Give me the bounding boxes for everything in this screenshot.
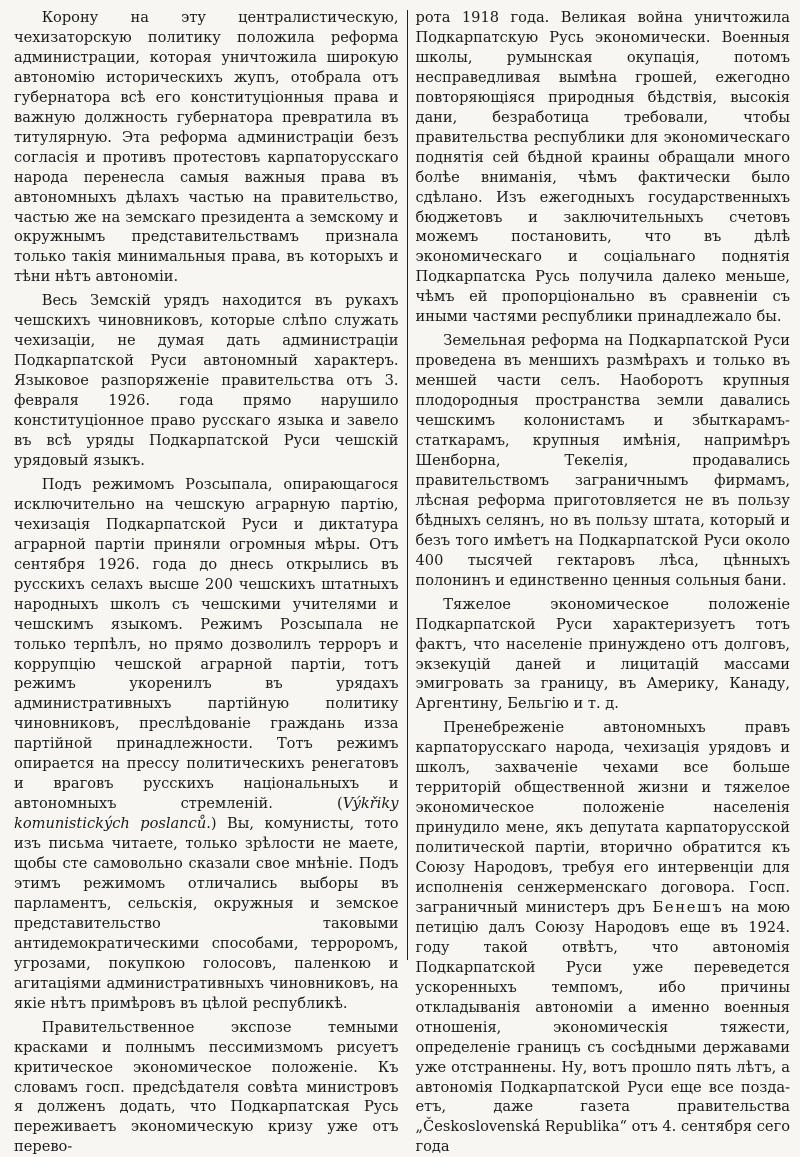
paragraph-text: Корону на эту централистическую, чехизаторскую политику положила реформа администрации, которая уничтожила широкую автономію историческихъ жупъ, отобрала отъ губернатора всѣ его конституціонныя права и важную должность губернатора превратила въ титулярную. Эта реформа администраціи безъ согласія и противъ протестовъ карпаторусскаго народа перенесла самыя важныя права въ автономныхъ дѣлахъ частью на правительство, частью же на земскаго президента а земскому и окружнымъ представительствамъ признала только такія минимальныя права, въ которыхъ и тѣни нѣтъ автономіи. [14,9,399,286]
paragraph-text: Правительственное экспозе темными красками и полнымъ пессимизмомъ рисуетъ критическое экономическое положеніе. Къ словамъ госп. предсѣдателя совѣта министровъ я долженъ додать, что Подкарпатская Русь переживаетъ экономическую кризу уже отъ перево- [14,1018,399,1156]
left-column [14,8,407,1156]
paragraph-text: на мою петицію далъ Союзу Народовъ еще въ 1924. году такой отвѣтъ, что автономія Подкарпатской Руси уже переведется ускоренныхъ темпомъ, ибо причины откладыванія автономіи а именно военныя отношенія, экономическія тяжести, определеніе границъ съ сосѣдными державами уже отстраннены. Ну, вотъ прошло пять лѣтъ, а автономія Подкарпатской Руси еще все поздаетъ, даже газета правительства „Československá Republika“ отъ 4. сентября сего года [415,898,790,1156]
paragraph-text: рота 1918 года. Великая война уничтожила Подкарпатскую Русь экономически. Военныя школы, румынская окупація, потомъ несправедливая вымѣна грошей, ежегодно повторяющіяся природныя бѣдствія, высокія дани, безработица требовали, чтобы правительства республики для экономическаго поднятія сей бѣдной краины обращали много болѣе вниманія, чѣмъ фактически было сдѣлано. Изъ ежегодныхъ государственныхъ бюджетовъ и заключительныхъ счетовъ можемъ постановить, что въ дѣлѣ экономическаго и соціальнаго поднятія Подкарпатска Русь получила далеко меньше, чѣмъ ей пропорціонально въ сравненіи съ иными частями республики принадлежало бы. [415,9,790,326]
paragraph-text: Подъ режимомъ Розсыпала, опирающагося исключительно на чешскую аграрную партію, чехизація Подкарпатской Руси и диктатура аграрной партіи приняли огромныя мѣры. Отъ сентября 1926. года до днесь открылись въ русскихъ селахъ высше 200 чешскихъ штатныхъ народныхъ школъ съ чешскими учителями и чешскимъ языкомъ. Режимъ Розсыпала не только терпѣлъ, но прямо дозволилъ терроръ и коррупцію чешской аграрной партіи, тотъ режимъ укоренилъ въ урядахъ административныхъ партійную политику чиновниковъ, преслѣдованіе граждань изза партійной принадлежности. Тотъ режимъ опирается на прессу политическихъ ренегатовъ и враговъ русскихъ національныхъ и автономныхъ стремленій. ( [14,475,399,813]
paragraph [416,331,791,590]
paragraph-text: Пренебреженіе автономныхъ правъ карпаторусскаго народа, чехизація урядовъ и школъ, захваченіе чехами все больше территорій общественной жизни и тяжелое экономическое положеніе населенія принудило мене, якъ депутата карпаторусской политической партіи, вторично обратится къ Союзу Народовъ, требуя его интервенціи для исполненія сенжерменскаго договора. Госп. заграничный министеръ дръ [415,719,790,916]
paragraph-text: Тяжелое экономическое положеніе Подкарпатской Руси характеризуетъ тотъ фактъ, что населеніе принуждено отъ долговъ, экзекуцій даней и лицитацій массами эмигровать за границу, въ Америку, Канаду, Аргентину, Бельгію и т. д. [415,595,790,713]
paragraph [14,475,399,1014]
paragraph-text: ) Вы, комунисты, тото изъ письма читаете, только зрѣлости не маете, щобы сте самовольно сказали свое мнѣніе. Подъ этимъ режимомъ отличались выборы въ парламентъ, сельскія, окружныя и земское представительство таковыми антидемократическими способами, терроромъ, угрозами, покупкою голосовъ, паленкою и агитаціями административныхъ чиновниковъ, на якіе нѣтъ примѣровъ въ цѣлой республикѣ. [14,815,399,1012]
paragraph-text: Земельная реформа на Подкарпатской Руси проведена въ меншихъ размѣрахъ и только въ меншей части селъ. Наоборотъ крупныя плодородныя пространства земли давались чешскимъ колонистамъ и збыткарамъ-статкарамъ, крупныя имѣнія, напримѣръ Шенборна, Текелія, продавались правительствомъ заграничнымъ фирмамъ, лѣсная реформа приготовляется не въ пользу бѣдныхъ селянъ, но въ пользу штата, который и безъ того имѣетъ на Подкарпатской Руси около 400 тысячей гектаровъ лѣса, цѣнныхъ полонинъ и единственно ценныя сольныя бани. [415,332,790,589]
spaced-name: Бенешъ [652,898,724,916]
paragraph [14,8,399,287]
paragraph [14,1018,399,1157]
italic-interjection: Výkřiky komunistických poslanců. [14,795,399,833]
paragraph-continued [416,8,791,327]
paragraph [416,718,791,1157]
paragraph [416,595,791,715]
right-column [408,8,791,1156]
paragraph-text: Весь Земскій урядъ находится въ рукахъ чешскихъ чиновниковъ, которые слѣпо служать чехизаціи, не думая дать администраціи Подкарпатской Руси автономный характеръ. Языковое разпоряженіе правительства отъ 3. февраля 1926. года прямо нарушило конституціонное право русскаго языка и завело въ всѣ уряды Подкарпатской Руси чешскій урядовый языкъ. [14,292,399,469]
paragraph [14,291,399,471]
